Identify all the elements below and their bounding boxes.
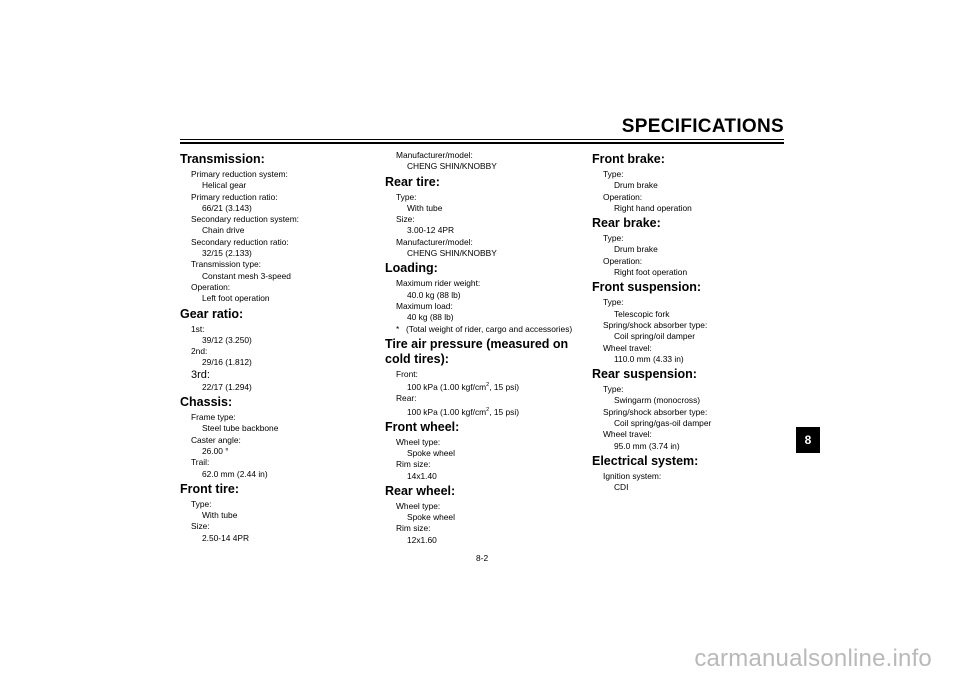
- spec-value: 14x1.40: [407, 470, 437, 481]
- section-title: Rear suspension:: [592, 367, 697, 382]
- spec-value: Right hand operation: [614, 202, 692, 213]
- header-rule-thick: [180, 142, 784, 144]
- spec-label: Wheel type:: [396, 500, 441, 511]
- spec-label: Spring/shock absorber type:: [603, 319, 708, 330]
- spec-value: Swingarm (monocross): [614, 395, 701, 406]
- page-title: SPECIFICATIONS: [621, 116, 784, 137]
- spec-value-text: 100 kPa (1.00 kgf/cm: [407, 381, 487, 392]
- spec-value-superscript: 2: [486, 406, 490, 413]
- spec-label: Operation:: [191, 281, 231, 292]
- spec-value: 12x1.60: [407, 534, 437, 545]
- spec-label: Wheel type:: [396, 436, 441, 447]
- spec-value: Steel tube backbone: [202, 423, 279, 434]
- spec-value: Drum brake: [614, 180, 658, 191]
- spec-value: Helical gear: [202, 180, 247, 191]
- spec-label: Type:: [603, 297, 624, 308]
- spec-label: Manufacturer/model:: [396, 150, 473, 160]
- spec-label: Rim size:: [396, 459, 431, 470]
- spec-label: Secondary reduction system:: [191, 214, 299, 225]
- spec-value: With tube: [407, 202, 443, 213]
- spec-value: With tube: [202, 510, 238, 521]
- spec-value-superscript: 2: [486, 382, 490, 389]
- footnote: [396, 324, 585, 335]
- spec-value: 66/21 (3.143): [202, 202, 252, 213]
- section-title: Rear tire:: [385, 174, 440, 189]
- section-title: Rear brake:: [592, 216, 661, 231]
- spec-column-3: [592, 150, 792, 494]
- spec-label: Rim size:: [396, 523, 431, 534]
- watermark: carmanualsonline.info: [694, 645, 932, 672]
- spec-value: Telescopic fork: [614, 308, 670, 319]
- spec-value: Spoke wheel: [407, 512, 455, 523]
- spec-label: Frame type:: [191, 412, 236, 423]
- spec-value: Drum brake: [614, 244, 658, 255]
- spec-label: Maximum rider weight:: [396, 278, 481, 289]
- spec-label: Wheel travel:: [603, 342, 652, 353]
- section-title: Chassis:: [180, 395, 233, 410]
- spec-label: Type:: [603, 233, 624, 244]
- spec-label: Trail:: [191, 457, 210, 468]
- spec-value: 3.00-12 4PR: [407, 225, 455, 236]
- header-rule-thin: [180, 139, 784, 140]
- spec-value: 29/16 (1.812): [202, 357, 252, 368]
- chapter-tab[interactable]: 8: [796, 427, 820, 453]
- spec-value: 2.50-14 4PR: [202, 532, 250, 543]
- spec-column-1: [180, 150, 380, 544]
- spec-value: CHENG SHIN/KNOBBY: [407, 248, 497, 259]
- spec-value: Spoke wheel: [407, 447, 455, 458]
- spec-label: Manufacturer/model:: [396, 236, 473, 247]
- spec-label: Type:: [603, 384, 624, 395]
- spec-column-2: [385, 150, 585, 546]
- section-title: Transmission:: [180, 152, 265, 166]
- spec-value: 40.0 kg (88 lb): [407, 289, 461, 300]
- spec-value: [407, 380, 585, 393]
- spec-value: Right foot operation: [614, 267, 688, 278]
- spec-value: CHENG SHIN/KNOBBY: [407, 161, 497, 172]
- section-title: Gear ratio:: [180, 306, 244, 321]
- spec-value-tail: , 15 psi): [489, 406, 519, 417]
- footnote-text: (Total weight of rider, cargo and accessories): [406, 323, 573, 334]
- spec-label: Type:: [396, 191, 417, 202]
- spec-value: [407, 405, 585, 418]
- spec-label: Transmission type:: [191, 259, 261, 270]
- spec-label: Size:: [396, 214, 415, 225]
- section-title: Front wheel:: [385, 419, 460, 434]
- spec-label: Wheel travel:: [603, 429, 652, 440]
- spec-value: CDI: [614, 482, 629, 493]
- spec-label: Type:: [191, 498, 212, 509]
- spec-value: 39/12 (3.250): [202, 334, 252, 345]
- spec-label: 1st:: [191, 323, 205, 334]
- spec-label: Maximum load:: [396, 300, 453, 311]
- spec-value: 32/15 (2.133): [202, 248, 252, 259]
- spec-label: Operation:: [603, 255, 643, 266]
- section-title: Front brake:: [592, 152, 665, 166]
- spec-label: Operation:: [603, 191, 643, 202]
- footnote-marker: *: [396, 323, 400, 334]
- spec-label: Secondary reduction ratio:: [191, 236, 289, 247]
- section-title: Electrical system:: [592, 453, 699, 468]
- spec-label: Caster angle:: [191, 434, 241, 445]
- spec-value: 40 kg (88 lb): [407, 312, 454, 323]
- spec-label: Primary reduction system:: [191, 169, 288, 179]
- spec-value: 22/17 (1.294): [202, 381, 252, 392]
- spec-value: 26.00 °: [202, 445, 229, 456]
- section-title: Loading:: [385, 261, 438, 276]
- spec-value: Coil spring/oil damper: [614, 331, 695, 342]
- spec-value: Constant mesh 3-speed: [202, 270, 291, 281]
- spec-label: Ignition system:: [603, 470, 662, 481]
- spec-label: Spring/shock absorber type:: [603, 406, 708, 417]
- section-title: Front suspension:: [592, 280, 702, 295]
- page-number: 8-2: [476, 553, 489, 563]
- spec-value: 95.0 mm (3.74 in): [614, 440, 680, 451]
- spec-label: 3rd:: [191, 368, 210, 381]
- spec-value: 110.0 mm (4.33 in): [614, 353, 684, 364]
- spec-value-tail: , 15 psi): [489, 381, 519, 392]
- spec-label: Front:: [396, 368, 418, 379]
- spec-value: Chain drive: [202, 225, 245, 236]
- spec-label: Primary reduction ratio:: [191, 191, 278, 202]
- spec-label: Size:: [191, 521, 210, 532]
- spec-label: 2nd:: [191, 346, 208, 357]
- spec-value: Coil spring/gas-oil damper: [614, 418, 712, 429]
- section-title: Tire air pressure (measured on cold tires):: [385, 336, 569, 366]
- section-title: Front tire:: [180, 481, 240, 496]
- spec-value-text: 100 kPa (1.00 kgf/cm: [407, 406, 487, 417]
- spec-label: Rear:: [396, 393, 417, 404]
- spec-label: Type:: [603, 169, 624, 179]
- section-title: Rear wheel:: [385, 483, 456, 498]
- spec-value: 62.0 mm (2.44 in): [202, 468, 268, 479]
- spec-value: Left foot operation: [202, 293, 270, 304]
